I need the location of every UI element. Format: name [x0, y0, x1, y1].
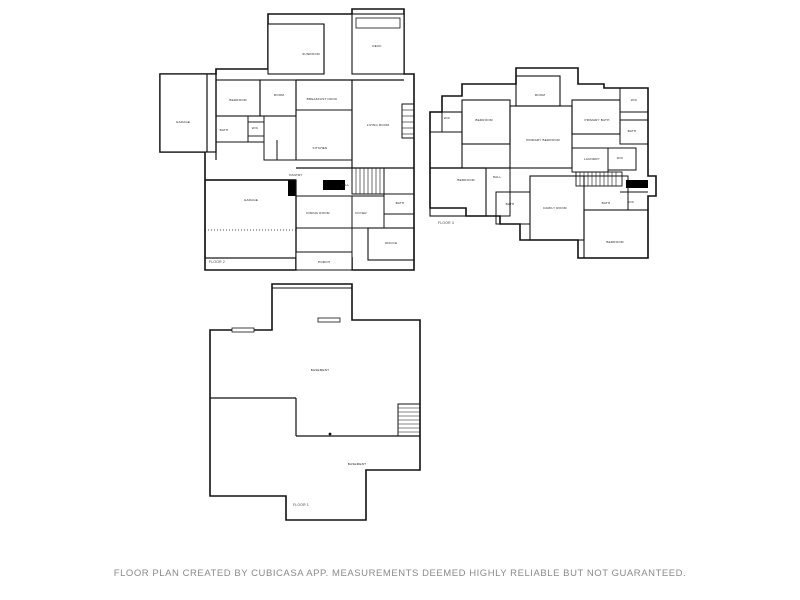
floor-label-floor-2: FLOOR 2 — [209, 260, 225, 264]
room-label: W/C — [630, 98, 638, 102]
room-label: W/C — [627, 200, 635, 204]
room-label: HALL — [340, 183, 350, 187]
floor-3-plan — [430, 68, 656, 258]
room-label: W/C — [616, 156, 624, 160]
room-label: PORCH — [317, 260, 331, 264]
floor-1-plan — [210, 284, 420, 520]
floor-label-floor-3: FLOOR 3 — [438, 221, 454, 225]
room-label: BATH — [395, 201, 405, 205]
room-label: LAUNDRY — [584, 157, 600, 161]
room-label: PRIMARY BEDROOM — [526, 138, 560, 142]
room-label: BATH — [219, 128, 229, 132]
room-label: GARAGE — [243, 198, 259, 202]
room-label: ROOM — [273, 93, 285, 97]
room-label: GARAGE — [175, 120, 191, 124]
room-label: BASEMENT — [347, 462, 367, 466]
floor-3-outline — [430, 68, 656, 258]
room-label: W/C — [443, 116, 451, 120]
room-label: BEDROOM — [606, 240, 624, 244]
floor-2-plan — [160, 9, 414, 270]
room-label: BEDROOM — [229, 98, 247, 102]
room-label: BATH — [601, 201, 611, 205]
room-label: HALL — [492, 175, 502, 179]
room-label: SUNROOM — [302, 52, 320, 56]
floor-label-floor-1: FLOOR 1 — [293, 503, 309, 507]
room-label: BREAKFAST NOOK — [306, 97, 338, 101]
room-label: FAMILY ROOM — [543, 206, 567, 210]
room-label: W/C — [251, 126, 259, 130]
room-label: BATH — [627, 129, 637, 133]
room-label: FOYER — [355, 211, 367, 215]
room-label: KITCHEN — [312, 146, 328, 150]
room-label: ROOM — [534, 93, 546, 97]
room-label: LIVING ROOM — [366, 123, 390, 127]
room-label: BASEMENT — [310, 368, 330, 372]
room-label: BEDROOM — [475, 118, 493, 122]
room-label: BATH — [505, 202, 515, 206]
footer-disclaimer: FLOOR PLAN CREATED BY CUBICASA APP. MEASUREMENTS DEEMED HIGHLY RELIABLE BUT NOT GUARANTEED. — [113, 568, 687, 579]
room-label: DINING ROOM — [306, 211, 330, 215]
room-label: PANTRY — [289, 173, 303, 177]
room-label: DECK — [372, 44, 382, 48]
room-label: PRIMARY BATH — [584, 118, 610, 122]
room-label: OFFICE — [384, 241, 398, 245]
floor-1-outline — [210, 284, 420, 520]
room-label: BEDROOM — [457, 178, 475, 182]
